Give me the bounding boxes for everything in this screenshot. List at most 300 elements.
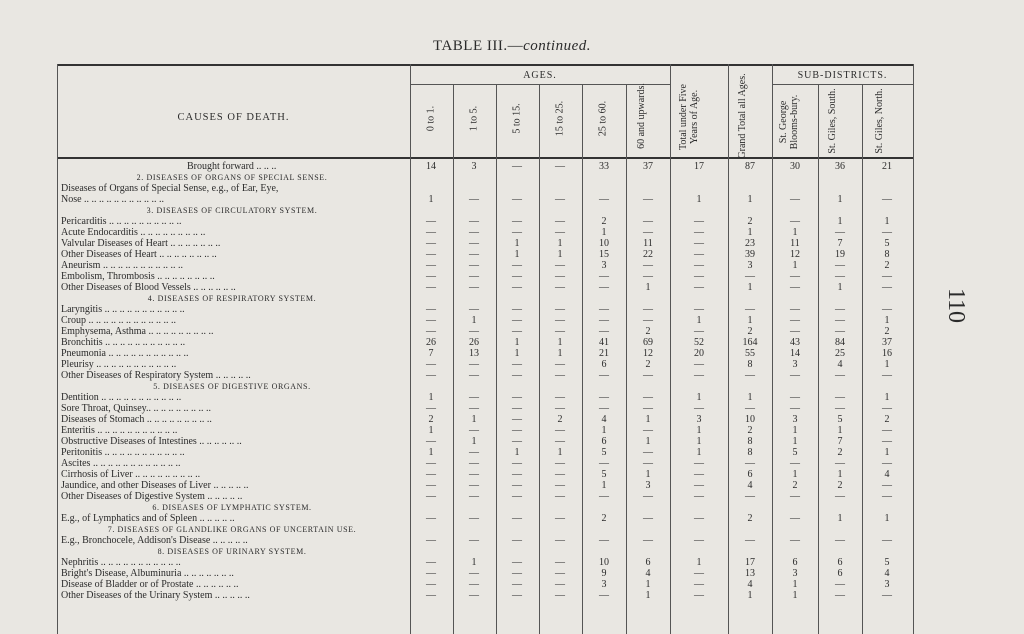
table-cell: 4 [747,579,753,590]
table-cell: — [426,491,436,502]
table-cell: — [512,227,522,238]
cause-label: Jaundice, and other Diseases of Liver .. .. .. .. .. [61,480,249,491]
table-cell: — [835,458,845,469]
cause-label: Peritonitis .. .. .. .. .. .. .. .. .. .. .. [61,447,185,458]
table-cell: 2 [645,326,651,337]
table-cell: — [745,535,755,546]
table-cell: — [512,579,522,590]
table-cell: 1 [837,216,843,227]
cause-label: Emphysema, Asthma .. .. .. .. .. .. .. .. .. [61,326,214,337]
table-cell: — [512,282,522,293]
table-cell: 1 [837,282,843,293]
table-cell: 3 [645,480,651,491]
table-cell: — [835,227,845,238]
header-age-col-1: 0 to 1. [425,105,437,132]
cause-label: Other Diseases of Digestive System .. .. .. .. .. [61,491,243,502]
table-cell: — [790,403,800,414]
table-cell: — [469,282,479,293]
section-heading-row [57,172,913,183]
table-cell: 1 [514,238,520,249]
table-cell: — [512,326,522,337]
cause-label: Pleurisy .. .. .. .. .. .. .. .. .. .. .. [61,359,177,370]
table-cell: — [745,491,755,502]
table-cell: 1 [884,513,890,524]
table-cell: — [694,238,704,249]
table-cell: — [599,370,609,381]
cause-label: Croup .. .. .. .. .. .. .. .. .. .. .. .. [61,315,176,326]
table-cell: 2 [884,414,890,425]
table-cell: 5 [601,447,607,458]
table-cell: 4 [645,568,651,579]
table-cell: 8 [884,249,890,260]
table-cell: — [469,359,479,370]
table-cell: 1 [557,238,563,249]
table-row [57,590,913,601]
table-cell: 1 [696,194,702,205]
table-cell: — [555,392,565,403]
table-cell: — [469,491,479,502]
table-cell: — [469,480,479,491]
table-cell: — [882,403,892,414]
table-cell: 5 [837,414,843,425]
section-heading: 3. DISEASES OF CIRCULATORY SYSTEM. [146,206,318,215]
table-cell: — [694,590,704,601]
table-cell: — [469,194,479,205]
table-cell: — [835,535,845,546]
table-cell: — [512,216,522,227]
table-cell: — [599,403,609,414]
table-cell: 1 [601,480,607,491]
table-cell: — [599,535,609,546]
table-row [57,282,913,293]
table-cell: 1 [792,425,798,436]
table-cell: — [694,304,704,315]
table-cell: — [426,568,436,579]
table-cell: 12 [790,249,800,260]
table-cell: — [512,568,522,579]
cause-label: Ascites .. .. .. .. .. .. .. .. .. .. .. .. [61,458,181,469]
table-cell: 1 [792,260,798,271]
table-cell: 1 [428,425,434,436]
table-cell: — [469,216,479,227]
table-cell: — [599,458,609,469]
table-cell: — [694,579,704,590]
table-title [0,38,1024,55]
table-cell: 164 [742,337,758,348]
table-cell: 4 [837,359,843,370]
table-cell: — [512,535,522,546]
table-cell: 3 [601,579,607,590]
table-cell: 2 [601,513,607,524]
table-cell: — [835,579,845,590]
table-row [57,271,913,282]
cause-label: Brought forward .. .. .. [187,161,277,172]
table-cell: 6 [837,557,843,568]
table-cell: — [426,315,436,326]
table-row [57,161,913,172]
table-cell: — [469,590,479,601]
table-cell: — [643,535,653,546]
cause-label: Enteritis .. .. .. .. .. .. .. .. .. .. .. [61,425,178,436]
section-heading: 8. DISEASES OF URINARY SYSTEM. [157,547,307,556]
cause-label: Other Diseases of Heart .. .. .. .. .. .. .. .. [61,249,217,260]
table-cell: — [599,326,609,337]
section-heading-row [57,546,913,557]
table-cell: — [643,447,653,458]
table-cell: 55 [745,348,755,359]
cause-label: Nephritis .. .. .. .. .. .. .. .. .. .. .. [61,557,181,568]
table-cell: — [426,469,436,480]
table-cell: — [469,238,479,249]
table-cell: 3 [696,414,702,425]
table-cell: 2 [428,414,434,425]
table-cell: 37 [882,337,892,348]
table-cell: 5 [601,469,607,480]
table-cell: — [555,480,565,491]
cause-label: Obstructive Diseases of Intestines .. .. .. .. .. .. [61,436,242,447]
table-cell: — [555,370,565,381]
table-row [57,249,913,260]
table-cell: 1 [747,282,753,293]
table-cell: — [426,436,436,447]
header-age-col-5: 25 to 60. [597,100,609,137]
table-cell: — [599,282,609,293]
table-cell: — [512,304,522,315]
cause-label: Other Diseases of Blood Vessels .. .. .. .. .. .. [61,282,236,293]
table-cell: — [643,227,653,238]
table-cell: — [694,458,704,469]
cause-label: Aneurism .. .. .. .. .. .. .. .. .. .. .. [61,260,183,271]
table-cell: 16 [882,348,892,359]
cause-label: Laryngitis .. .. .. .. .. .. .. .. .. .. .. [61,304,185,315]
table-cell: — [512,513,522,524]
cause-label: Other Diseases of Respiratory System .. .. .. .. .. [61,370,251,381]
table-cell: 1 [696,447,702,458]
section-heading: 7. DISEASES OF GLANDLIKE ORGANS OF UNCERTAIN USE. [107,525,357,534]
table-cell: — [835,392,845,403]
table-right-rule [913,64,914,634]
table-cell: 1 [557,348,563,359]
table-cell: — [643,403,653,414]
table-cell: — [790,304,800,315]
table-cell: — [469,271,479,282]
table-cell: 1 [645,436,651,447]
cause-label: E.g., of Lymphatics and of Spleen .. .. .. .. .. [61,513,235,524]
table-cell: 5 [884,238,890,249]
table-cell: — [694,469,704,480]
table-cell: — [426,227,436,238]
table-cell: 14 [426,161,436,172]
table-cell: 7 [837,238,843,249]
table-row [57,458,913,469]
table-row [57,216,913,227]
table-cell: — [555,491,565,502]
table-cell: — [426,370,436,381]
table-cell: — [790,535,800,546]
table-cell: — [555,458,565,469]
table-cell: — [643,513,653,524]
table-cell: — [694,271,704,282]
table-cell: — [512,359,522,370]
table-cell: — [882,227,892,238]
table-cell: — [426,579,436,590]
table-cell: 1 [514,249,520,260]
table-cell: 6 [792,557,798,568]
table-cell: — [555,282,565,293]
table-cell: 1 [557,447,563,458]
table-cell: — [426,480,436,491]
table-cell: — [555,568,565,579]
table-cell: — [426,513,436,524]
header-bottom-rule [57,157,913,159]
header-ages: AGES. [523,70,557,81]
table-row [57,469,913,480]
table-cell: 5 [792,447,798,458]
table-cell: — [835,315,845,326]
table-cell: — [469,447,479,458]
table-cell: 1 [792,227,798,238]
header-st-giles-north: St. Giles, North. [874,88,885,154]
cause-label: Valvular Diseases of Heart .. .. .. .. .. .. .. [61,238,221,249]
table-cell: 1 [884,216,890,227]
table-cell: 1 [428,392,434,403]
table-cell: 1 [428,447,434,458]
table-cell: 3 [601,260,607,271]
table-cell: 1 [471,315,477,326]
table-cell: — [694,249,704,260]
table-row [57,194,913,205]
table-cell: 21 [882,161,892,172]
table-cell: 3 [747,260,753,271]
cause-label: Disease of Bladder or of Prostate .. .. .. .. .. .. [61,579,239,590]
table-cell: — [555,216,565,227]
table-cell: — [426,458,436,469]
table-cell: — [512,370,522,381]
table-cell: 2 [747,326,753,337]
table-cell: — [694,568,704,579]
table-cell: 4 [747,480,753,491]
section-heading: 2. DISEASES OF ORGANS OF SPECIAL SENSE. [136,173,328,182]
table-cell: — [426,238,436,249]
table-cell: — [694,359,704,370]
table-cell: — [694,260,704,271]
table-cell: — [469,370,479,381]
header-age-col-4: 15 to 25. [554,100,566,137]
table-cell: 2 [792,480,798,491]
table-cell: — [694,326,704,337]
cause-label: Dentition .. .. .. .. .. .. .. .. .. .. .. [61,392,182,403]
table-cell: — [512,590,522,601]
table-cell: — [426,535,436,546]
table-cell: — [790,326,800,337]
table-cell: — [745,403,755,414]
table-cell: — [643,271,653,282]
cause-label: Embolism, Thrombosis .. .. .. .. .. .. .. .. [61,271,215,282]
table-cell: — [469,260,479,271]
table-cell: — [555,260,565,271]
table-cell: 1 [792,590,798,601]
table-cell: — [745,304,755,315]
table-cell: — [790,458,800,469]
table-cell: 10 [599,238,609,249]
section-heading-row [57,502,913,513]
table-cell: — [694,216,704,227]
table-row [57,370,913,381]
table-cell: — [426,282,436,293]
header-age-col-2: 1 to 5. [468,105,480,132]
table-cell: — [599,491,609,502]
table-cell: — [426,557,436,568]
table-cell: — [835,370,845,381]
table-cell: — [512,557,522,568]
table-cell: 1 [645,282,651,293]
table-cell: — [555,304,565,315]
table-cell: 1 [696,315,702,326]
table-cell: — [469,458,479,469]
table-cell: 2 [884,260,890,271]
table-cell: 1 [514,447,520,458]
table-cell: 2 [837,480,843,491]
table-cell: 1 [837,513,843,524]
cause-label: Bronchitis .. .. .. .. .. .. .. .. .. .. .. [61,337,186,348]
table-cell: 1 [747,227,753,238]
table-cell: 13 [745,568,755,579]
table-cell: — [512,260,522,271]
table-cell: 1 [645,590,651,601]
table-cell: 6 [601,436,607,447]
table-cell: — [599,194,609,205]
table-cell: 1 [792,469,798,480]
table-cell: — [512,271,522,282]
table-cell: — [643,458,653,469]
table-cell: 10 [599,557,609,568]
table-row [57,227,913,238]
table-cell: 1 [471,557,477,568]
table-cell: 30 [790,161,800,172]
table-cell: — [555,425,565,436]
table-cell: 5 [884,557,890,568]
table-cell: — [555,359,565,370]
table-cell: — [882,194,892,205]
table-cell: — [745,271,755,282]
table-cell: 2 [645,359,651,370]
table-cell: — [599,392,609,403]
table-cell: — [835,590,845,601]
table-cell: 2 [884,326,890,337]
table-cell: — [512,491,522,502]
table-cell: — [469,469,479,480]
table-cell: — [555,469,565,480]
table-cell: — [790,271,800,282]
table-cell: 26 [469,337,479,348]
table-cell: 14 [790,348,800,359]
table-cell: — [643,315,653,326]
table-cell: — [882,304,892,315]
table-cell: 3 [792,568,798,579]
table-cell: 8 [747,359,753,370]
table-cell: 1 [792,579,798,590]
table-cell: — [555,436,565,447]
section-heading-row [57,524,913,535]
header-subdistricts: SUB-DISTRICTS. [797,70,888,81]
table-cell: — [882,458,892,469]
table-cell: 1 [601,227,607,238]
table-cell: 2 [601,216,607,227]
table-cell: 3 [792,414,798,425]
table-cell: 39 [745,249,755,260]
table-cell: 2 [747,216,753,227]
table-cell: — [835,260,845,271]
title-main: TABLE III.— [432,38,524,54]
table-row [57,447,913,458]
table-cell: — [694,535,704,546]
table-cell: 17 [694,161,704,172]
table-cell: — [882,425,892,436]
table-cell: 20 [694,348,704,359]
table-cell: — [426,304,436,315]
table-cell: 11 [790,238,800,249]
cause-label: Acute Endocarditis .. .. .. .. .. .. .. .. .. [61,227,206,238]
table-cell: — [469,227,479,238]
table-cell: 4 [884,469,890,480]
table-cell: — [426,260,436,271]
table-cell: — [469,535,479,546]
table-row [57,183,913,194]
header-total-under-five: Total under Five Years of Age. [678,84,700,150]
table-cell: — [745,458,755,469]
table-cell: 1 [557,337,563,348]
section-heading-row [57,205,913,216]
table-cell: — [512,194,522,205]
table-cell: 10 [745,414,755,425]
table-row [57,260,913,271]
table-cell: — [469,568,479,579]
table-cell: — [835,403,845,414]
table-cell: 4 [884,568,890,579]
table-cell: — [643,194,653,205]
cause-label: Nose .. .. .. .. .. .. .. .. .. .. .. [61,194,165,205]
table-cell: — [694,403,704,414]
table-cell: — [599,590,609,601]
table-cell: 41 [599,337,609,348]
table-cell: 26 [426,337,436,348]
table-cell: — [643,425,653,436]
table-cell: — [599,271,609,282]
table-cell: — [555,326,565,337]
cause-label: E.g., Bronchocele, Addison's Disease .. .. .. .. .. [61,535,248,546]
table-cell: — [643,216,653,227]
table-cell: — [426,326,436,337]
table-cell: — [643,370,653,381]
table-cell: — [882,535,892,546]
table-cell: — [694,513,704,524]
table-cell: 2 [837,447,843,458]
table-cell: 1 [696,436,702,447]
table-cell: — [469,249,479,260]
table-cell: 23 [745,238,755,249]
table-cell: — [643,392,653,403]
table-cell: 1 [884,392,890,403]
table-cell: — [426,590,436,601]
table-row [57,513,913,524]
table-cell: — [426,249,436,260]
cause-label: Pneumonia .. .. .. .. .. .. .. .. .. .. .. [61,348,189,359]
table-cell: 36 [835,161,845,172]
table-cell: 69 [643,337,653,348]
table-cell: — [643,491,653,502]
cause-label: Cirrhosis of Liver .. .. .. .. .. .. .. .. .. [61,469,201,480]
table-row [57,326,913,337]
